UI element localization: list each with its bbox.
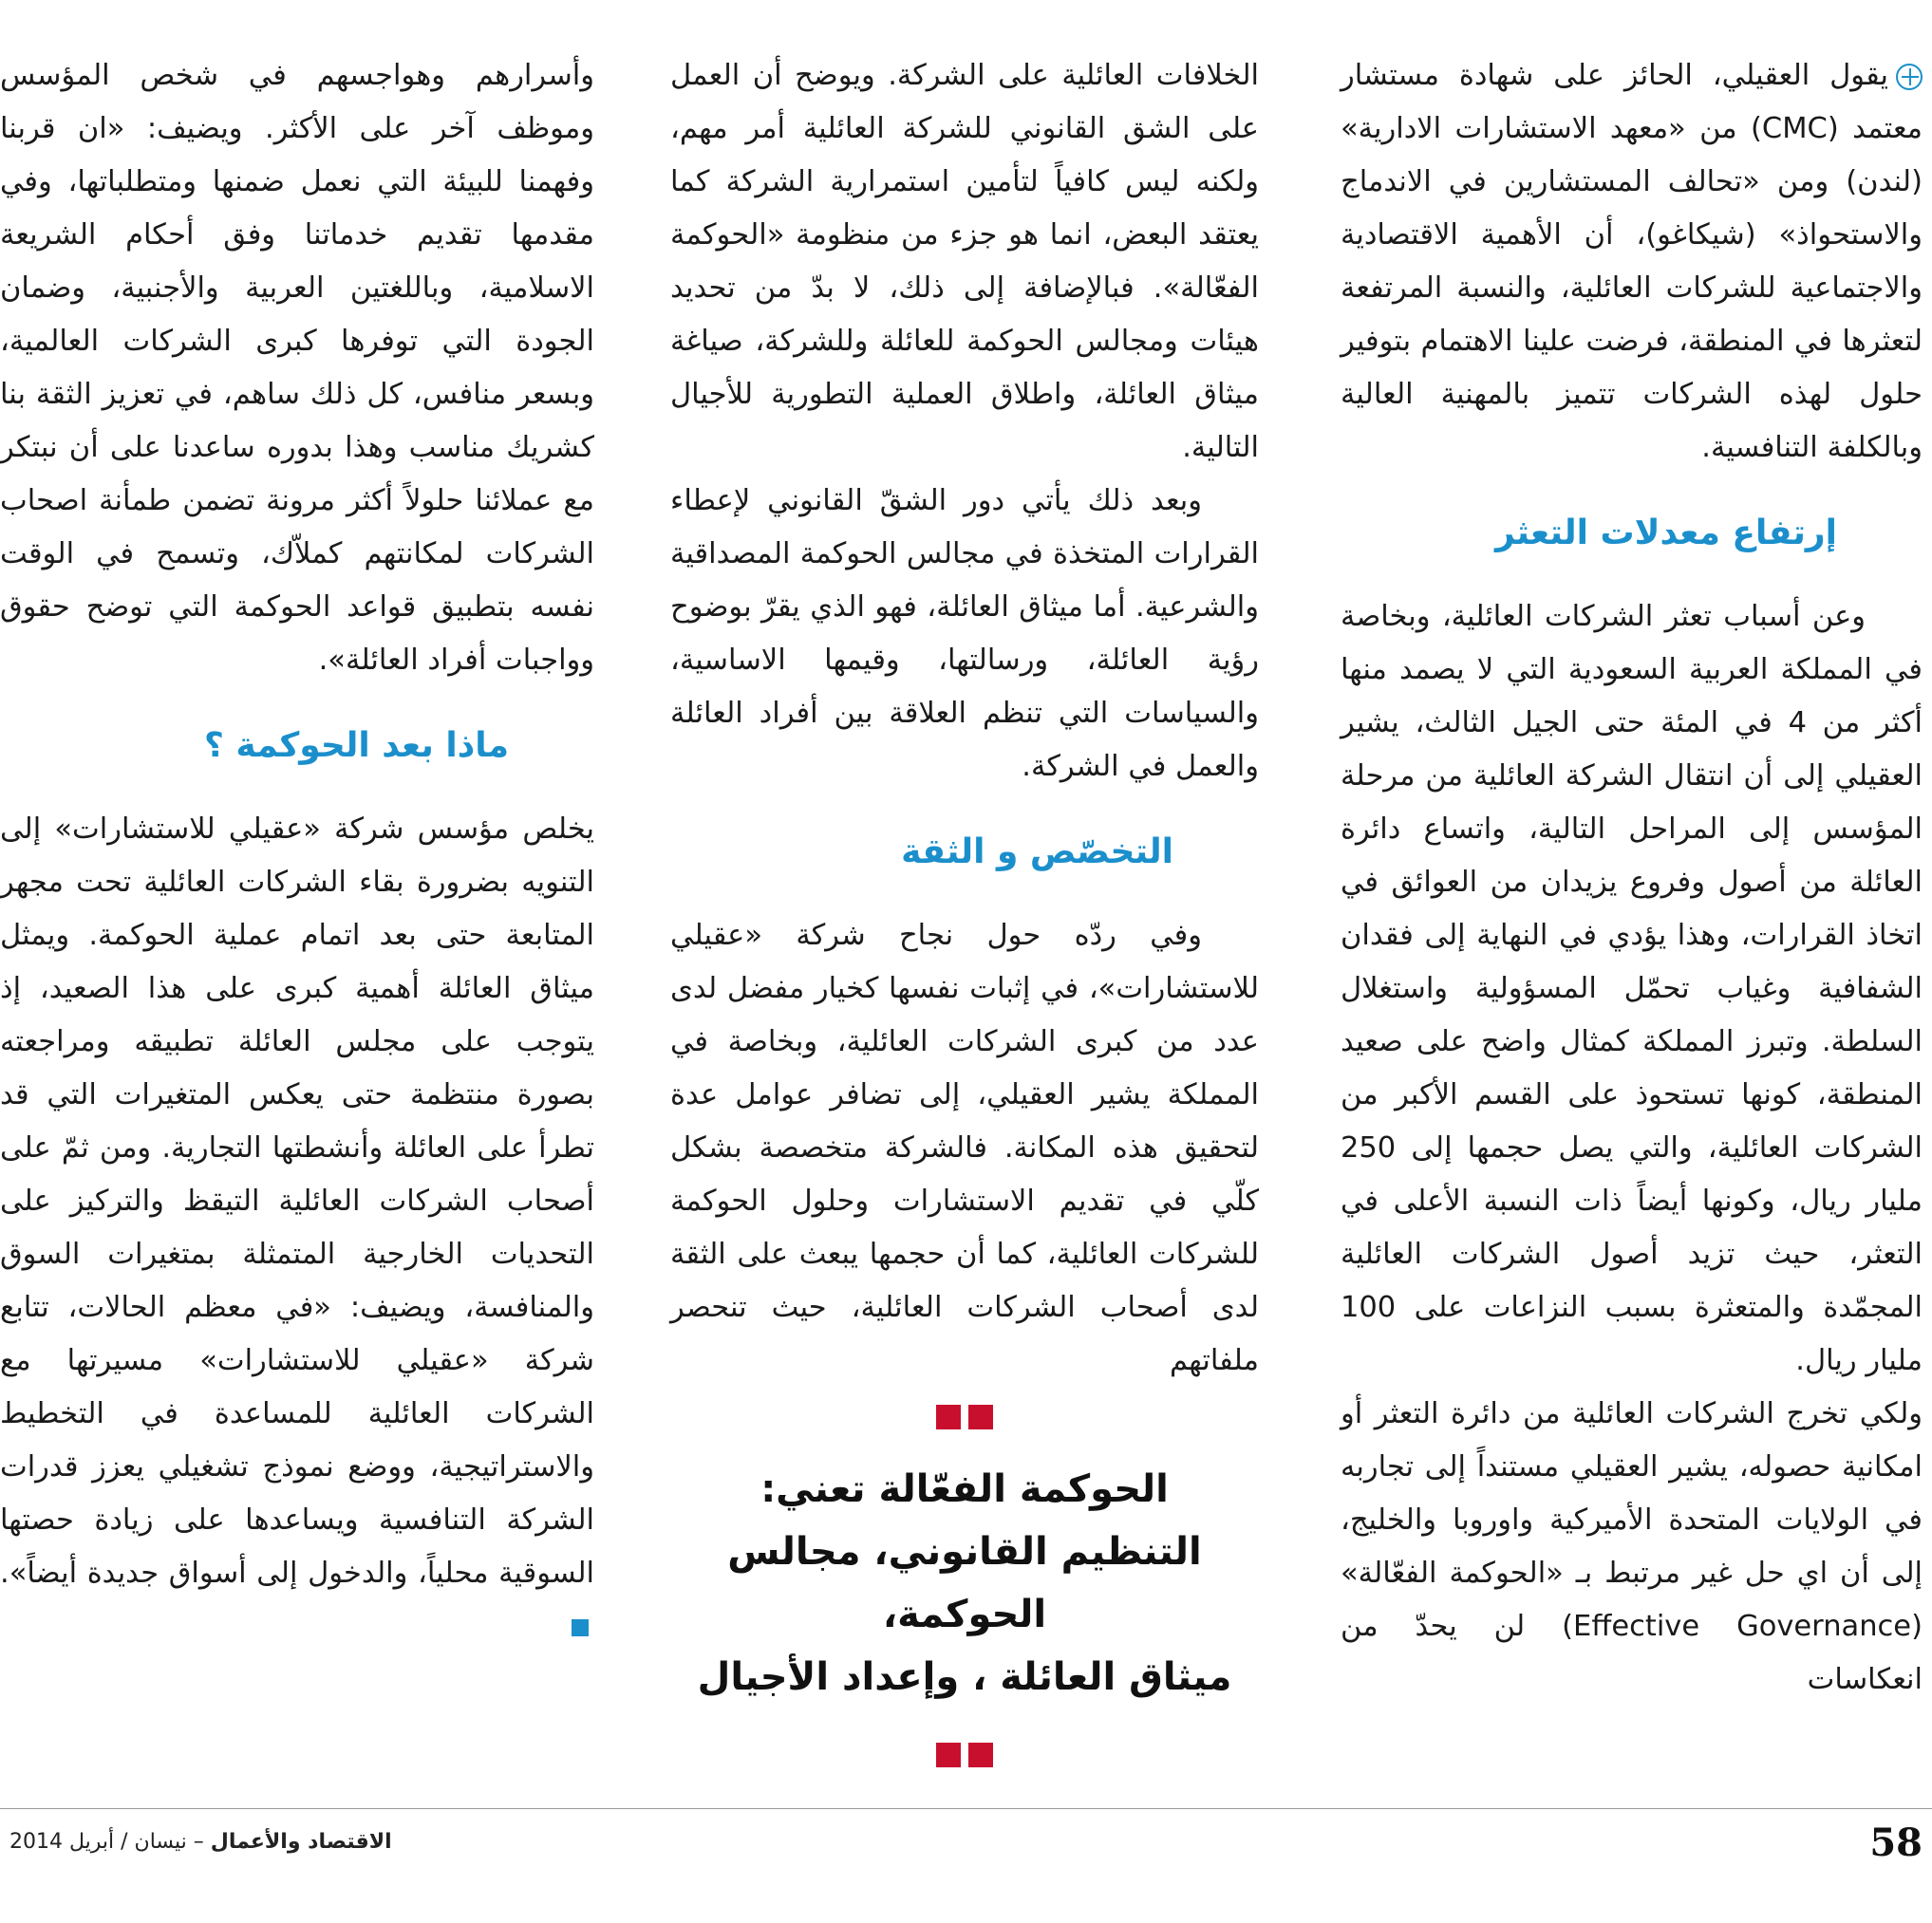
- compass-bullet-icon: [1896, 64, 1923, 90]
- red-square-icon: [936, 1743, 961, 1767]
- article-column-left: [0, 49, 594, 1653]
- subheading-specialization-trust: التخصّص و الثقة: [901, 832, 1173, 871]
- subheading-rising-failure: إرتفاع معدلات التعثر: [1494, 513, 1837, 552]
- intro-text: يقول العقيلي، الحائز على شهادة مستشار معتمد (CMC) من «معهد الاستشارات الادارية» (لندن) ومن «تحالف المستشارين في الاندماج والاستحواذ» (شيكاغو)، أن الأهمية الاقتصادية والاجتماعية للشركات العائلية، والنسبة المرتفعة لتعثرها في المنطقة، فرضت علينا الاهتمام بتوفير حلول لهذه الشركات تتميز بالمهنية العالية وبالكلفة التنافسية.: [1341, 59, 1923, 464]
- paragraph: وفي ردّه حول نجاح شركة «عقيلي للاستشارات»، في إثبات نفسها كخيار مفضل لدى عدد من كبرى الشركات العائلية، وبخاصة في المملكة يشير العقيلي، إلى تضافر عوامل عدة لتحقيق هذه المكانة. فالشركة متخصصة بشكل كلّي في تقديم الاستشارات وحلول الحوكمة للشركات العائلية، كما أن حجمها يبعث على الثقة لدى أصحاب الشركات العائلية، حيث تنحصر ملفاتهم: [670, 919, 1259, 1377]
- article-column-middle: [670, 49, 1259, 1388]
- pull-quote-text: [670, 1458, 1259, 1708]
- page-number: 58: [1869, 1820, 1923, 1865]
- red-square-icon: [968, 1743, 993, 1767]
- paragraph: ولكي تخرج الشركات العائلية من دائرة التعثر أو امكانية حصوله، يشير العقيلي مستنداً إلى تجاربه في الولايات المتحدة الأميركية واوروبا والخليج، إلى أن اي حل غير مرتبط بـ «الحوكمة الفعّالة» (Effective Governance) لن يحدّ من انعكاسات: [1341, 1397, 1923, 1696]
- paragraph-final: [0, 803, 594, 1653]
- pull-quote-line: التنظيم القانوني، مجالس الحوكمة،: [727, 1530, 1202, 1636]
- paragraph: وعن أسباب تعثر الشركات العائلية، وبخاصة في المملكة العربية السعودية التي لا يصمد منها أكثر من 4 في المئة حتى الجيل الثالث، يشير العقيلي إلى أن انتقال الشركة العائلية من مرحلة المؤسس إلى المراحل التالية، واتساع دائرة العائلة من أصول وفروع يزيدان من العوائق في اتخاذ القرارات، وهذا يؤدي في النهاية إلى فقدان الشفافية وغياب تحمّل المسؤولية واستغلال السلطة. وتبرز المملكة كمثال واضح على صعيد المنطقة، كونها تستحوذ على القسم الأكبر من الشركات العائلية، والتي يصل حجمها إلى 250 مليار ريال، وكونها أيضاً ذات النسبة الأعلى في التعثر، حيث تزيد أصول الشركات العائلية المجمّدة والمتعثرة بسبب النزاعات على 100 مليار ريال.: [1341, 600, 1923, 1377]
- pull-quote-line: ميثاق العائلة ، وإعداد الأجيال: [697, 1655, 1232, 1699]
- magazine-name: الاقتصاد والأعمال: [210, 1830, 392, 1854]
- article-column-right: [1341, 49, 1923, 1707]
- intro-paragraph: [1341, 49, 1923, 475]
- footer-divider: [0, 1808, 1932, 1809]
- red-square-icon: [968, 1405, 993, 1429]
- red-square-icon: [936, 1405, 961, 1429]
- red-squares-top: [670, 1405, 1259, 1429]
- paragraph-text: يخلص مؤسس شركة «عقيلي للاستشارات» إلى التنويه بضرورة بقاء الشركات العائلية تحت مجهر المتابعة حتى بعد اتمام عملية الحوكمة. ويمثل ميثاق العائلة أهمية كبرى على هذا الصعيد، إذ يتوجب على مجلس العائلة تطبيقه ومراجعته بصورة منتظمة حتى يعكس المتغيرات التي قد تطرأ على العائلة وأنشطتها التجارية. ومن ثمّ على أصحاب الشركات العائلية التيقظ والتركيز على التحديات الخارجية المتمثلة بمتغيرات السوق والمنافسة، ويضيف: «في معظم الحالات، تتابع شركة «عقيلي للاستشارات» مسيرتها مع الشركات العائلية للمساعدة في التخطيط والاستراتيجية، ووضع نموذج تشغيلي يعزز قدرات الشركة التنافسية ويساعدها على زيادة حصتها السوقية محلياً، والدخول إلى أسواق جديدة أيضاً».: [0, 812, 594, 1590]
- issue-date: – نيسان / أبريل 2014: [9, 1830, 204, 1854]
- pull-quote-line: الحوكمة الفعّالة تعني:: [760, 1467, 1169, 1511]
- magazine-footer: [9, 1830, 392, 1854]
- paragraph: الخلافات العائلية على الشركة. ويوضح أن العمل على الشق القانوني للشركة العائلية أمر مهم، ولكنه ليس كافياً لتأمين استمرارية الشركة كما يعتقد البعض، انما هو جزء من منظومة «الحوكمة الفعّالة». فبالإضافة إلى ذلك، لا بدّ من تحديد هيئات ومجالس الحوكمة للعائلة وللشركة، صياغة ميثاق العائلة، واطلاق العملية التطورية للأجيال التالية.: [670, 59, 1259, 464]
- red-squares-bottom: [670, 1743, 1259, 1767]
- end-of-article-icon: [572, 1619, 589, 1636]
- subheading-after-governance: ماذا بعد الحوكمة ؟: [203, 726, 509, 765]
- paragraph: وبعد ذلك يأتي دور الشقّ القانوني لإعطاء القرارات المتخذة في مجالس الحوكمة المصداقية والشرعية. أما ميثاق العائلة، فهو الذي يقرّ بوضوح رؤية العائلة، ورسالتها، وقيمها الاساسية، والسياسات التي تنظم العلاقة بين أفراد العائلة والعمل في الشركة.: [670, 484, 1259, 783]
- pull-quote: [670, 1405, 1259, 1767]
- paragraph: وأسرارهم وهواجسهم في شخص المؤسس وموظف آخر على الأكثر. ويضيف: «ان قربنا وفهمنا للبيئة التي نعمل ضمنها ومتطلباتها، وفي مقدمها تقديم خدماتنا وفق أحكام الشريعة الاسلامية، وباللغتين العربية والأجنبية، وضمان الجودة التي توفرها كبرى الشركات العالمية، وبسعر منافس، كل ذلك ساهم، في تعزيز الثقة بنا كشريك مناسب وهذا بدوره ساعدنا على أن نبتكر مع عملائنا حلولاً أكثر مرونة تضمن طمأنة اصحاب الشركات لمكانتهم كملاّك، وتسمح في الوقت نفسه بتطبيق قواعد الحوكمة التي توضح حقوق وواجبات أفراد العائلة».: [0, 59, 594, 677]
